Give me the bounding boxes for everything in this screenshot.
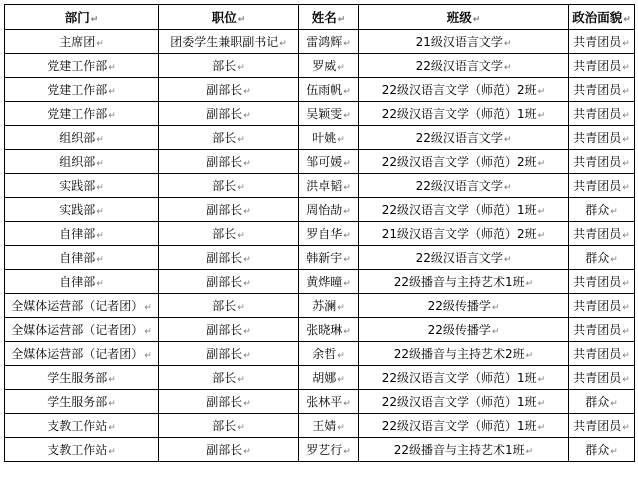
header-class: 班级↵ [359, 5, 569, 30]
cell-class: 22级汉语言文学↵ [359, 174, 569, 198]
cell-department: 实践部↵ [5, 198, 159, 222]
cell-class: 22级汉语言文学（师范）1班↵ [359, 102, 569, 126]
cell-class: 22级播音与主持艺术1班↵ [359, 270, 569, 294]
cell-name: 雷鸿辉↵ [299, 30, 359, 54]
cell-class: 22级汉语言文学↵ [359, 246, 569, 270]
cell-department: 支教工作站↵ [5, 438, 159, 462]
cell-class: 22级传播学↵ [359, 294, 569, 318]
cell-department: 学生服务部↵ [5, 390, 159, 414]
cell-class: 22级播音与主持艺术1班↵ [359, 438, 569, 462]
cell-department: 学生服务部↵ [5, 366, 159, 390]
table-row [5, 294, 635, 318]
cell-department: 自律部↵ [5, 270, 159, 294]
cell-class: 22级汉语言文学（师范）1班↵ [359, 366, 569, 390]
cell-department: 主席团↵ [5, 30, 159, 54]
cell-department: 实践部↵ [5, 174, 159, 198]
table-row [5, 102, 635, 126]
table-row [5, 366, 635, 390]
cell-class: 22级汉语言文学↵ [359, 54, 569, 78]
cell-political-status: 群众↵ [569, 438, 635, 462]
cell-class: 21级汉语言文学（师范）2班↵ [359, 222, 569, 246]
cell-position: 部长↵ [159, 174, 299, 198]
cell-name: 罗艺行↵ [299, 438, 359, 462]
cell-political-status: 共青团员↵ [569, 222, 635, 246]
cell-name: 张林平↵ [299, 390, 359, 414]
cell-political-status: 共青团员↵ [569, 30, 635, 54]
cell-political-status: 共青团员↵ [569, 342, 635, 366]
cell-name: 伍雨帆↵ [299, 78, 359, 102]
cell-position: 副部长↵ [159, 78, 299, 102]
cell-position: 副部长↵ [159, 318, 299, 342]
cell-name: 张晓琳↵ [299, 318, 359, 342]
cell-political-status: 共青团员↵ [569, 366, 635, 390]
table-row [5, 390, 635, 414]
cell-name: 周怡劼↵ [299, 198, 359, 222]
cell-class: 22级播音与主持艺术2班↵ [359, 342, 569, 366]
cell-name: 罗威↵ [299, 54, 359, 78]
cell-position: 部长↵ [159, 414, 299, 438]
cell-position: 部长↵ [159, 366, 299, 390]
header-department: 部门↵ [5, 5, 159, 30]
cell-position: 副部长↵ [159, 342, 299, 366]
cell-class: 22级汉语言文学（师范）1班↵ [359, 390, 569, 414]
cell-department: 全媒体运营部（记者团）↵ [5, 294, 159, 318]
cell-political-status: 共青团员↵ [569, 270, 635, 294]
cell-political-status: 共青团员↵ [569, 78, 635, 102]
cell-class: 22级汉语言文学（师范）2班↵ [359, 150, 569, 174]
cell-political-status: 共青团员↵ [569, 318, 635, 342]
cell-position: 副部长↵ [159, 102, 299, 126]
cell-political-status: 共青团员↵ [569, 54, 635, 78]
header-row [5, 5, 635, 30]
cell-name: 叶姚↵ [299, 126, 359, 150]
table-row [5, 126, 635, 150]
cell-class: 22级汉语言文学（师范）1班↵ [359, 414, 569, 438]
cell-department: 全媒体运营部（记者团）↵ [5, 342, 159, 366]
cell-position: 副部长↵ [159, 150, 299, 174]
roster-table [4, 4, 635, 462]
cell-position: 部长↵ [159, 222, 299, 246]
cell-department: 全媒体运营部（记者团）↵ [5, 318, 159, 342]
cell-position: 部长↵ [159, 294, 299, 318]
cell-class: 21级汉语言文学↵ [359, 30, 569, 54]
cell-position: 部长↵ [159, 54, 299, 78]
table-row [5, 414, 635, 438]
cell-department: 组织部↵ [5, 126, 159, 150]
cell-name: 苏澜↵ [299, 294, 359, 318]
cell-name: 韩新宇↵ [299, 246, 359, 270]
cell-name: 余哲↵ [299, 342, 359, 366]
cell-position: 副部长↵ [159, 246, 299, 270]
cell-department: 自律部↵ [5, 222, 159, 246]
cell-name: 黄烨曈↵ [299, 270, 359, 294]
cell-political-status: 共青团员↵ [569, 126, 635, 150]
cell-position: 部长↵ [159, 126, 299, 150]
table-row [5, 30, 635, 54]
cell-position: 副部长↵ [159, 198, 299, 222]
cell-class: 22级传播学↵ [359, 318, 569, 342]
cell-political-status: 群众↵ [569, 198, 635, 222]
cell-name: 胡娜↵ [299, 366, 359, 390]
cell-position: 副部长↵ [159, 438, 299, 462]
cell-name: 洪卓韬↵ [299, 174, 359, 198]
header-position: 职位↵ [159, 5, 299, 30]
header-name: 姓名↵ [299, 5, 359, 30]
cell-name: 吴颖雯↵ [299, 102, 359, 126]
table-row [5, 438, 635, 462]
table-row [5, 198, 635, 222]
roster-body [5, 30, 635, 462]
cell-department: 党建工作部↵ [5, 78, 159, 102]
table-row [5, 78, 635, 102]
header-political-status: 政治面貌↵ [569, 5, 635, 30]
cell-name: 邹可媛↵ [299, 150, 359, 174]
table-row [5, 174, 635, 198]
cell-political-status: 群众↵ [569, 390, 635, 414]
cell-position: 副部长↵ [159, 390, 299, 414]
table-row [5, 150, 635, 174]
cell-political-status: 共青团员↵ [569, 174, 635, 198]
cell-department: 支教工作站↵ [5, 414, 159, 438]
table-row [5, 342, 635, 366]
cell-class: 22级汉语言文学（师范）1班↵ [359, 198, 569, 222]
cell-political-status: 共青团员↵ [569, 150, 635, 174]
cell-department: 党建工作部↵ [5, 54, 159, 78]
cell-political-status: 群众↵ [569, 246, 635, 270]
table-row [5, 318, 635, 342]
cell-class: 22级汉语言文学↵ [359, 126, 569, 150]
table-row [5, 246, 635, 270]
cell-political-status: 共青团员↵ [569, 102, 635, 126]
cell-name: 罗自华↵ [299, 222, 359, 246]
cell-political-status: 共青团员↵ [569, 294, 635, 318]
cell-position: 副部长↵ [159, 270, 299, 294]
table-row [5, 270, 635, 294]
cell-department: 自律部↵ [5, 246, 159, 270]
cell-political-status: 共青团员↵ [569, 414, 635, 438]
cell-department: 党建工作部↵ [5, 102, 159, 126]
cell-department: 组织部↵ [5, 150, 159, 174]
table-row [5, 54, 635, 78]
cell-name: 王婧↵ [299, 414, 359, 438]
cell-class: 22级汉语言文学（师范）2班↵ [359, 78, 569, 102]
table-row [5, 222, 635, 246]
cell-position: 团委学生兼职副书记↵ [159, 30, 299, 54]
